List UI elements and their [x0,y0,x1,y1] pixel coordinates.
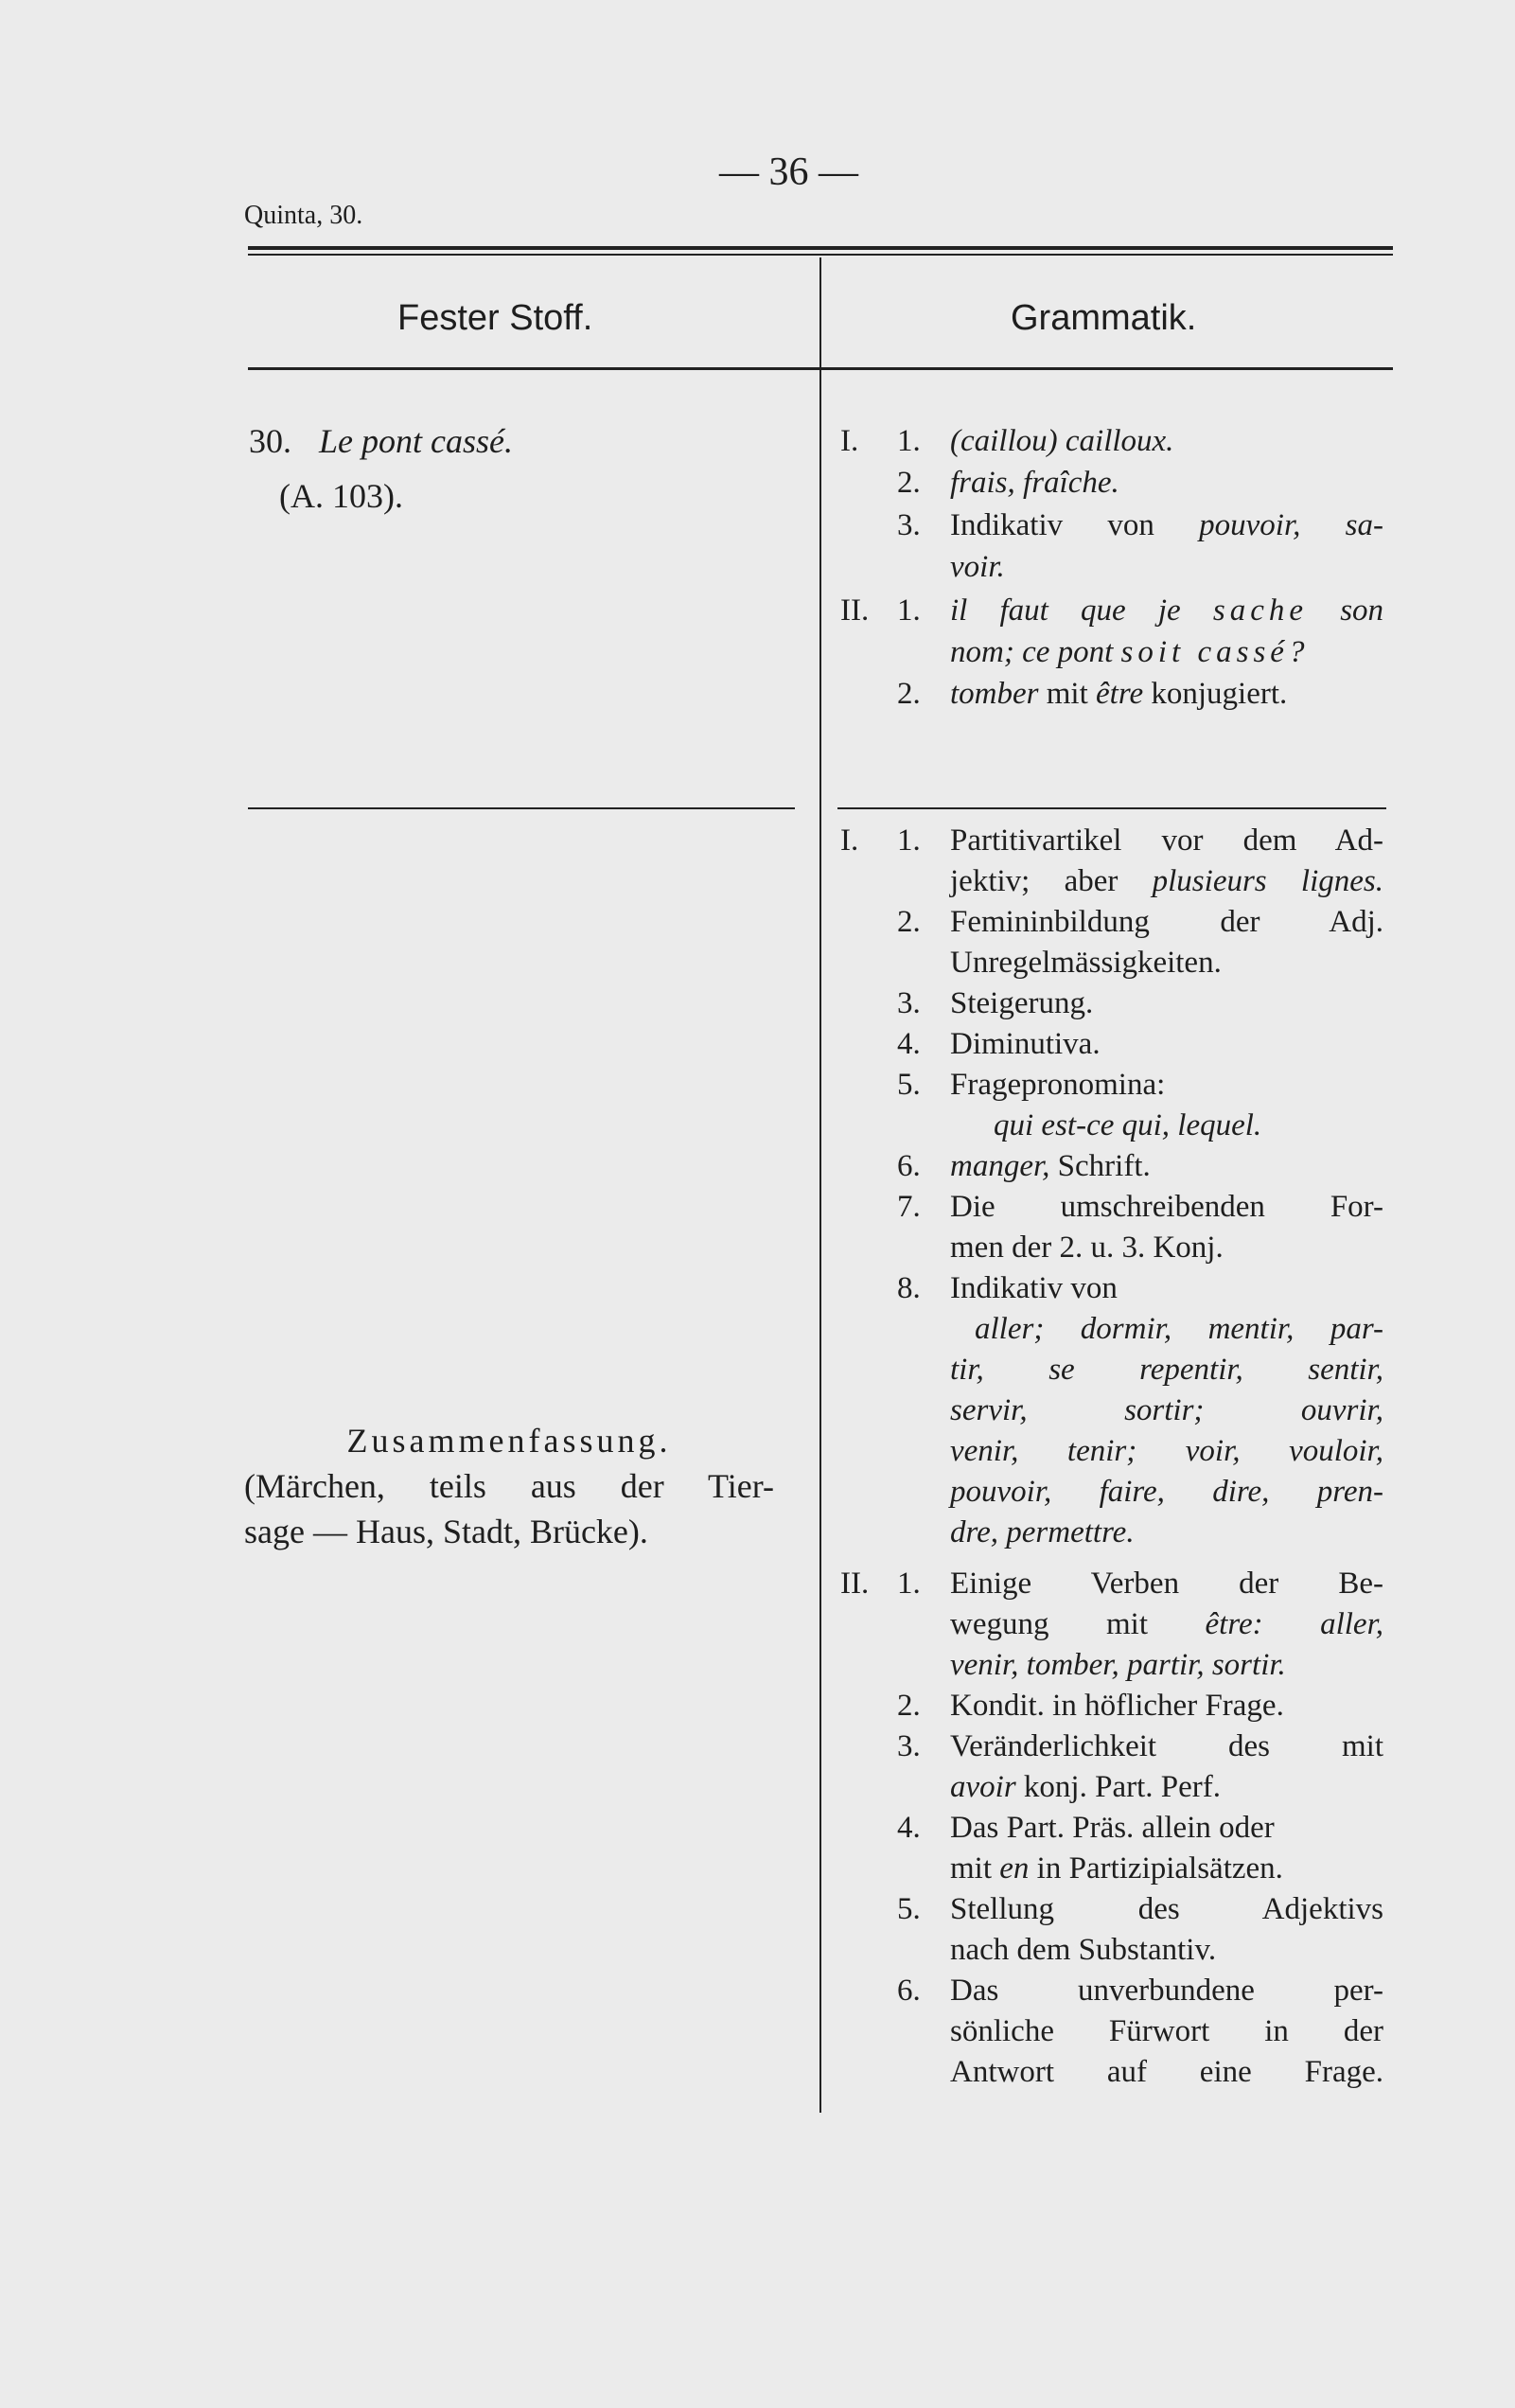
text-run: konjugiert. [1151,677,1288,711]
column-divider [819,257,821,2113]
grammar-line [950,1149,1151,1184]
item-number: 1. [897,424,921,458]
grammar-line: servir, sortir; ouvrir, [950,1393,1383,1427]
grammar-line: Veränderlichkeit des mit [950,1729,1383,1763]
grammar-line [950,1607,1383,1642]
lesson-number: 30. [249,422,291,460]
summary-line: (Märchen, teils aus der Tier- [244,1467,774,1505]
summary-block [244,1418,774,1554]
grammar-line: venir, tomber, partir, sortir. [950,1648,1286,1682]
text-run: manger, [950,1149,1050,1183]
item-number: 7. [897,1190,921,1224]
grammar-line [950,508,1383,543]
text-run: Schrift. [1057,1149,1151,1183]
text-run: jektiv; aber [950,864,1119,898]
grammar-line [950,864,1383,899]
text-run: être: aller, [1205,1607,1384,1641]
grammar-line: tir, se repentir, sentir, [950,1353,1383,1387]
text-run: wegung mit [950,1607,1148,1641]
text-run: soit cassé? [1120,635,1310,669]
text-run: plusieurs lignes. [1152,864,1383,898]
grammar-line: Stellung des Adjektivs [950,1892,1383,1926]
column-heading-fester-stoff: Fester Stoff. [397,298,593,338]
grammar-line: Indikativ von [950,1271,1118,1305]
text-run: in Partizipialsätzen. [1036,1851,1283,1886]
item-number: 3. [897,508,921,542]
text-run: avoir [950,1770,1016,1804]
grammar-line: sönliche Fürwort in der [950,2014,1383,2048]
lesson-reference: (A. 103). [279,477,403,515]
grammar-line: pouvoir, faire, dire, pren- [950,1475,1383,1509]
text-run: mit [950,1851,993,1886]
item-number: 2. [897,905,921,939]
lesson-title: Le pont cassé. [319,422,513,460]
top-rule [248,246,1393,250]
grammar-line [950,635,1309,670]
grammar-line: Einige Verben der Be- [950,1567,1383,1601]
grammar-line [950,593,1383,629]
item-number: 2. [897,677,921,711]
text-run: sache [1212,593,1308,628]
grammar-line: dre, permettre. [950,1515,1135,1549]
grammar-line [950,1851,1283,1886]
grammar-line: (caillou) cailloux. [950,424,1174,458]
grammar-line: men der 2. u. 3. Konj. [950,1231,1224,1265]
grammar-line: Diminutiva. [950,1027,1101,1061]
grammar-line: voir. [950,550,1005,584]
item-number: 2. [897,466,921,500]
text-run: son [1340,593,1384,628]
grammar-line: Femininbildung der Adj. [950,905,1383,939]
section-rule-right [837,807,1386,809]
text-run: mit [1046,677,1088,711]
grammar-line: Die umschreibenden For- [950,1190,1383,1224]
grammar-line: Das Part. Präs. allein oder [950,1811,1275,1845]
top-rule-thin [248,254,1393,256]
text-run: tomber [950,677,1039,711]
running-head: Quinta, 30. [244,201,363,230]
text-run: Indikativ von [950,508,1154,542]
text-run: nom; ce pont [950,635,1114,669]
grammar-line [950,1770,1221,1805]
grammar-line: Kondit. in höflicher Frage. [950,1689,1284,1723]
grammar-line: Unregelmässigkeiten. [950,946,1222,980]
item-number: 3. [897,1729,921,1763]
grammar-line [950,677,1287,712]
text-run: konj. Part. Perf. [1023,1770,1221,1804]
item-number: 6. [897,1974,921,2008]
summary-heading: Zusammenfassung. [346,1422,672,1460]
grammar-line: venir, tenir; voir, vouloir, [950,1434,1383,1468]
grammar-line: nach dem Substantiv. [950,1933,1217,1967]
section-marker: I. [840,424,859,458]
grammar-line: aller; dormir, mentir, par- [975,1312,1383,1346]
section-marker: II. [840,1567,870,1601]
grammar-line: Partitivartikel vor dem Ad- [950,823,1383,858]
page-number: — 36 — [719,150,858,194]
grammar-line: qui est-ce qui, lequel. [994,1108,1262,1142]
column-heading-grammatik: Grammatik. [1011,298,1197,338]
item-number: 3. [897,986,921,1020]
text-run: en [999,1851,1030,1886]
text-run: il faut que je [950,593,1181,628]
item-number: 6. [897,1149,921,1183]
text-run: être [1096,677,1144,711]
grammar-line: Fragepronomina: [950,1068,1166,1102]
item-number: 1. [897,823,921,858]
item-number: 5. [897,1892,921,1926]
grammar-line: Steigerung. [950,986,1094,1020]
grammar-line: Das unverbundene per- [950,1974,1383,2008]
grammar-line: Antwort auf eine Frage. [950,2055,1383,2089]
item-number: 1. [897,593,921,628]
section-rule-left [248,807,795,809]
item-number: 2. [897,1689,921,1723]
text-run: pouvoir, sa- [1199,508,1383,542]
section-marker: I. [840,823,859,858]
item-number: 4. [897,1811,921,1845]
summary-line: sage — Haus, Stadt, Brücke). [244,1513,648,1550]
grammar-line: frais, fraîche. [950,466,1119,500]
section-marker: II. [840,593,870,628]
item-number: 8. [897,1271,921,1305]
item-number: 4. [897,1027,921,1061]
item-number: 5. [897,1068,921,1102]
item-number: 1. [897,1567,921,1601]
